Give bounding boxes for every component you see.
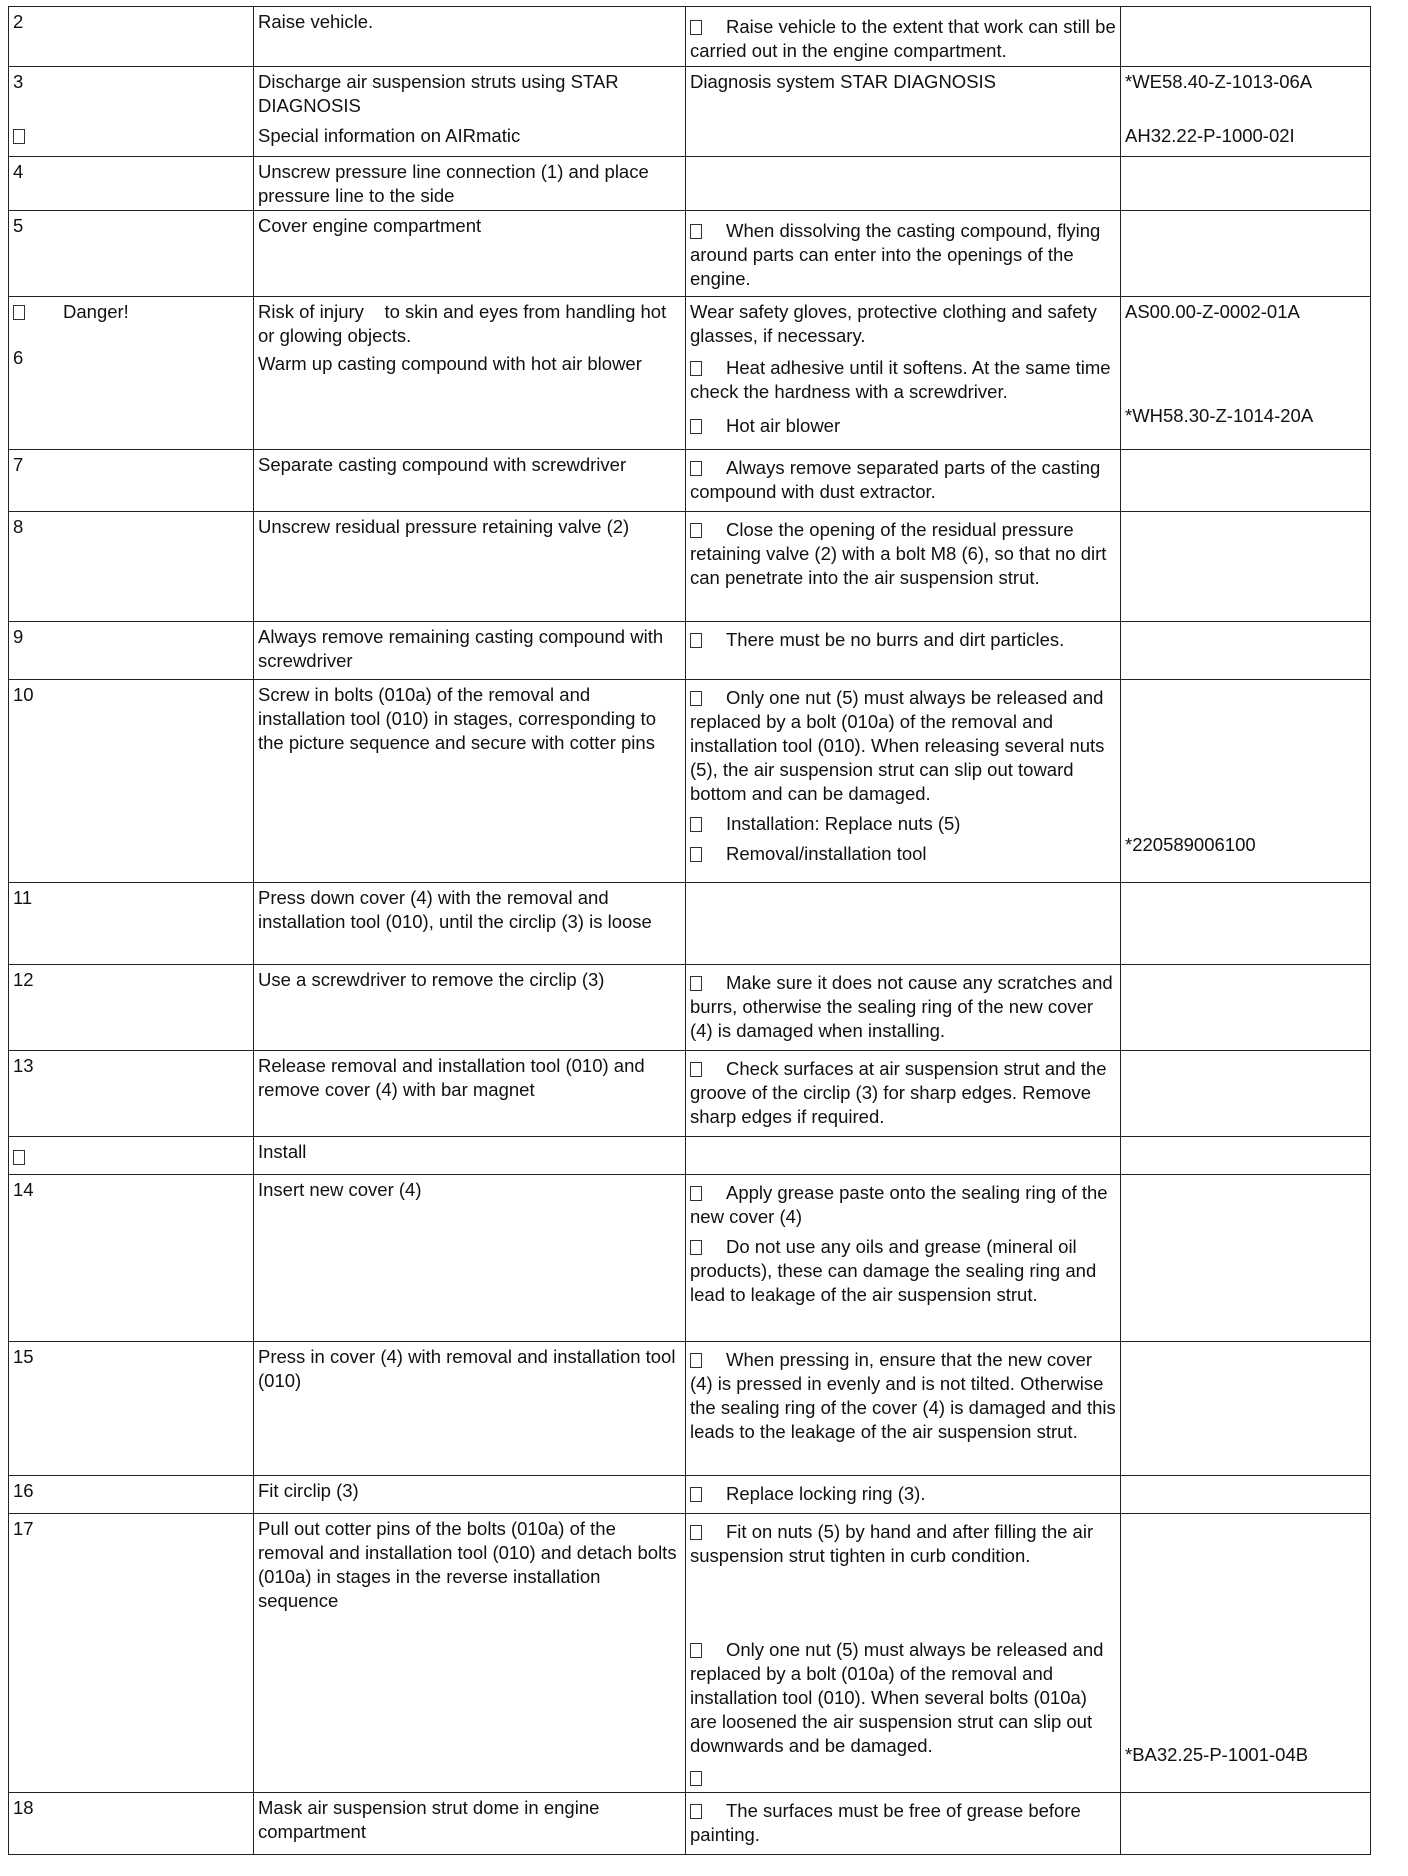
step-action: Press down cover (4) with the removal and installation tool (010), until the circlip (3) is loose [254,883,686,965]
step-notes [686,157,1121,211]
note-item: Installation: Replace nuts (5) [690,812,1116,836]
reference-code: AS00.00-Z-0002-01A [1125,301,1300,322]
step-notes [686,7,1121,67]
step-action: Cover engine compartment [254,211,686,297]
step-number: 12 [9,965,254,1051]
step-refs [1121,1793,1371,1855]
step-action: Discharge air suspension struts using STAR DIAGNOSIS Special information on AIRmatic [254,67,686,157]
step-number: 2 [9,7,254,67]
note-item: Apply grease paste onto the sealing ring of the new cover (4) [690,1182,1108,1227]
bullet-box-icon [690,224,702,239]
step-refs [1121,1514,1371,1793]
bullet-box-icon [690,523,702,538]
step-number: 3 [9,67,254,157]
table-row [9,1793,1371,1855]
section-marker [9,1137,254,1175]
step-notes: Check surfaces at air suspension strut and the groove of the circlip (3) for sharp edges. Remove sharp edges if required. [686,1051,1121,1137]
step-number: 8 [9,512,254,622]
bullet-box-icon [690,361,702,376]
step-number: 13 [9,1051,254,1137]
reference-code: *WE58.40-Z-1013-06A [1125,71,1313,92]
danger-text: Risk of injury to skin and eyes from handling hot or glowing objects. [258,301,672,346]
step-action: Raise vehicle. [254,7,686,67]
reference-code: AH32.22-P-1000-02I [1125,125,1295,146]
step-number: Danger! 6 [9,297,254,450]
danger-note: Wear safety gloves, protective clothing and safety glasses, if necessary. [690,301,1097,346]
step-refs [1121,67,1371,157]
table-row [9,157,1371,211]
step-action: Use a screwdriver to remove the circlip (3) [254,965,686,1051]
table-row [9,211,1371,297]
table-row [9,512,1371,622]
step-notes: There must be no burrs and dirt particles. [686,622,1121,680]
step-number: 5 [9,211,254,297]
bullet-box-icon [690,1353,702,1368]
bullet-box-icon [690,419,702,434]
note-item: Hot air blower [690,414,1116,438]
step-number: 10 [9,680,254,883]
step-refs [1121,883,1371,965]
step-action: Separate casting compound with screwdriver [254,450,686,512]
step-refs [1121,680,1371,883]
table-row [9,1476,1371,1514]
procedure-table [8,6,1371,1855]
bullet-box-icon [690,1487,702,1502]
note-item: Only one nut (5) must always be released and replaced by a bolt (010a) of the removal and installation tool (010). When releasing several nuts (5), the air suspension strut can slip out toward bottom and can be damaged. [690,687,1105,804]
reference-code: *WH58.30-Z-1014-20A [1125,405,1314,426]
note-item: Heat adhesive until it softens. At the same time check the hardness with a screwdriver. [690,357,1111,402]
reference-code: *BA32.25-P-1001-04B [1125,1744,1309,1765]
step-notes [686,1175,1121,1342]
step-action: Screw in bolts (010a) of the removal and installation tool (010) in stages, corresponding to the picture sequence and secure with cotter pins [254,680,686,883]
step-notes: When dissolving the casting compound, flying around parts can enter into the openings of the engine. [686,211,1121,297]
step-refs [1121,211,1371,297]
step-refs [1121,622,1371,680]
warning-box-icon [13,305,25,320]
step-number: 9 [9,622,254,680]
step-action: Fit circlip (3) [254,1476,686,1514]
table-row [9,883,1371,965]
step-number: 16 [9,1476,254,1514]
table-row [9,7,1371,67]
bullet-box-icon [690,817,702,832]
step-notes [686,680,1121,883]
table-row [9,622,1371,680]
step-notes [686,297,1121,450]
step-refs [1121,965,1371,1051]
step-number: 11 [9,883,254,965]
bullet-box-icon [690,461,702,476]
note-item: Raise vehicle to the extent that work can still be carried out in the engine compartment. [690,16,1116,61]
table-row [9,297,1371,450]
step-notes: Diagnosis system STAR DIAGNOSIS [686,67,1121,157]
step-refs [1121,157,1371,211]
step-notes: Always remove separated parts of the casting compound with dust extractor. [686,450,1121,512]
note-item: Fit on nuts (5) by hand and after filling the air suspension strut tighten in curb condition. [690,1521,1094,1566]
section-row [9,1137,1371,1175]
step-action: Pull out cotter pins of the bolts (010a) of the removal and installation tool (010) and detach bolts (010a) in stages in the reverse installation sequence [254,1514,686,1793]
step-refs [1121,1342,1371,1476]
bullet-box-icon [13,1150,25,1165]
step-notes [686,883,1121,965]
step-action: Release removal and installation tool (010) and remove cover (4) with bar magnet [254,1051,686,1137]
bullet-box-icon [690,847,702,862]
step-notes: Make sure it does not cause any scratches and burrs, otherwise the sealing ring of the new cover (4) is damaged when installing. [686,965,1121,1051]
note-item [690,1766,1116,1790]
table-row [9,450,1371,512]
step-refs [1121,512,1371,622]
table-row [9,67,1371,157]
note-item: Do not use any oils and grease (mineral oil products), these can damage the sealing ring and lead to leakage of the air suspension strut. [690,1236,1097,1305]
bullet-box-icon [690,1525,702,1540]
step-number: 17 [9,1514,254,1793]
step-number: 4 [9,157,254,211]
step-notes: Replace locking ring (3). [686,1476,1121,1514]
step-number: 7 [9,450,254,512]
table-row [9,680,1371,883]
bullet-box-icon [690,1804,702,1819]
table-row [9,1342,1371,1476]
bullet-box-icon [690,1643,702,1658]
step-action: Unscrew pressure line connection (1) and place pressure line to the side [254,157,686,211]
repair-procedure-document [8,6,1370,1855]
danger-label: Danger! [13,300,249,324]
step-notes [686,1514,1121,1793]
bullet-box-icon [13,129,25,144]
note-item: Only one nut (5) must always be released and replaced by a bolt (010a) of the removal and installation tool (010). When several bolts (010a) are loosened the air suspension strut can slip out downwards and be damaged. [690,1639,1104,1756]
step-refs [1121,450,1371,512]
bullet-box-icon [690,20,702,35]
bullet-box-icon [690,691,702,706]
bullet-box-icon [690,1240,702,1255]
step-number: 18 [9,1793,254,1855]
step-action: Insert new cover (4) [254,1175,686,1342]
step-action: Risk of injury to skin and eyes from handling hot or glowing objects. Warm up casting compound with hot air blower [254,297,686,450]
step-action: Press in cover (4) with removal and installation tool (010) [254,1342,686,1476]
sub-action: Special information on AIRmatic [258,125,521,146]
bullet-box-icon [690,976,702,991]
section-title: Install [254,1137,686,1175]
table-row [9,1514,1371,1793]
table-row [9,1175,1371,1342]
step-notes: The surfaces must be free of grease before painting. [686,1793,1121,1855]
step-refs [1121,1476,1371,1514]
step-action: Unscrew residual pressure retaining valve (2) [254,512,686,622]
bullet-box-icon [690,1062,702,1077]
table-row [9,965,1371,1051]
step-number: 14 [9,1175,254,1342]
step-action: Always remove remaining casting compound with screwdriver [254,622,686,680]
step-number: 15 [9,1342,254,1476]
step-refs [1121,297,1371,450]
step-notes: When pressing in, ensure that the new cover (4) is pressed in evenly and is not tilted. Otherwise the sealing ring of the cover (4) is damaged and this leads to the leakage of the air suspension strut. [686,1342,1121,1476]
step-refs [1121,1051,1371,1137]
bullet-box-icon [690,1771,702,1786]
table-row [9,1051,1371,1137]
reference-code: *220589006100 [1125,834,1256,855]
note-item: Removal/installation tool [690,842,1116,866]
step-refs [1121,1175,1371,1342]
bullet-box-icon [690,1186,702,1201]
step-notes: Close the opening of the residual pressure retaining valve (2) with a bolt M8 (6), so that no dirt can penetrate into the air suspension strut. [686,512,1121,622]
step-refs [1121,7,1371,67]
step-action: Mask air suspension strut dome in engine compartment [254,1793,686,1855]
bullet-box-icon [690,633,702,648]
